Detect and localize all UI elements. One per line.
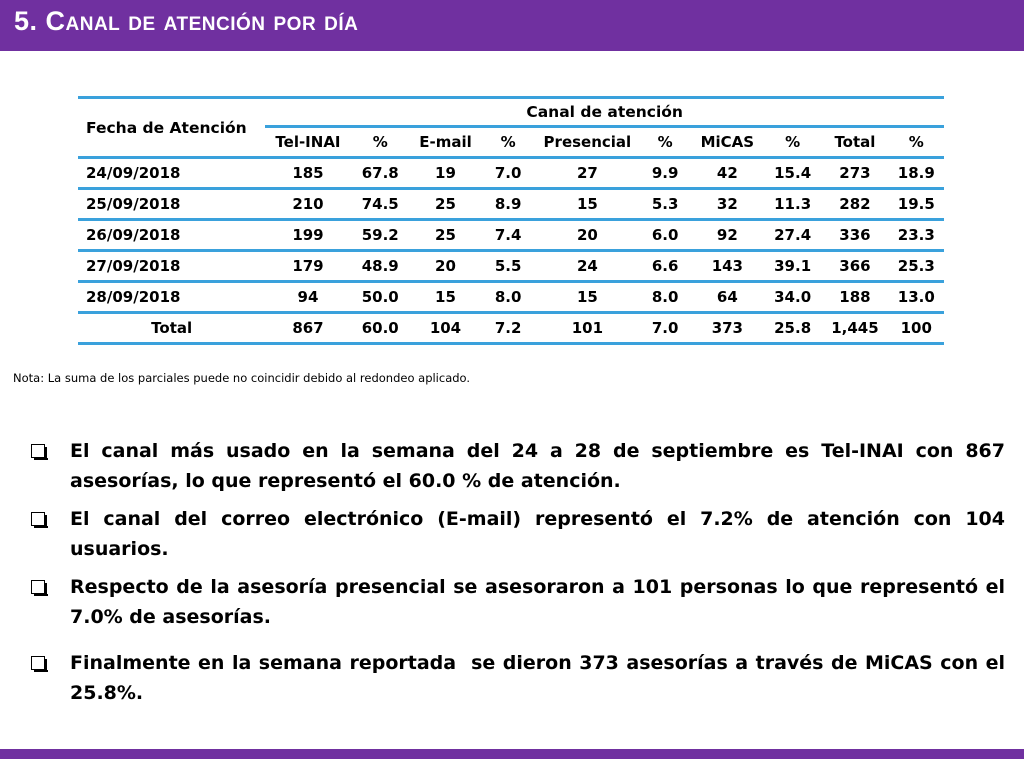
table-cell: 13.0 xyxy=(889,282,944,313)
footer-bar xyxy=(0,749,1024,759)
date-cell: 24/09/2018 xyxy=(78,158,265,189)
table-row xyxy=(78,158,944,189)
table-cell: 9.9 xyxy=(640,158,691,189)
checkbox-bullet-icon xyxy=(31,580,45,594)
table-cell: 50.0 xyxy=(351,282,410,313)
table-cell: 74.5 xyxy=(351,189,410,220)
column-header: % xyxy=(889,127,944,158)
table-cell: 59.2 xyxy=(351,220,410,251)
table-cell: 7.2 xyxy=(481,313,535,344)
table-cell: 92 xyxy=(691,220,764,251)
table-cell: 60.0 xyxy=(351,313,410,344)
table-cell: 15.4 xyxy=(764,158,821,189)
table-cell: 42 xyxy=(691,158,764,189)
summary-bullets xyxy=(30,436,1012,708)
table-row xyxy=(78,251,944,282)
table-cell: 7.0 xyxy=(640,313,691,344)
table-cell: 25 xyxy=(410,220,481,251)
date-cell: 27/09/2018 xyxy=(78,251,265,282)
table-cell: 101 xyxy=(535,313,639,344)
table-cell: 366 xyxy=(821,251,888,282)
bullet-text: Finalmente en la semana reportada se dieron 373 asesorías a través de MiCAS con el 25.8%. xyxy=(70,652,1012,704)
table-cell: 336 xyxy=(821,220,888,251)
channel-group-header: Canal de atención xyxy=(265,98,944,127)
table-cell: 282 xyxy=(821,189,888,220)
column-header: % xyxy=(640,127,691,158)
attention-channel-table xyxy=(78,96,944,345)
table-cell: 11.3 xyxy=(764,189,821,220)
table-cell: 39.1 xyxy=(764,251,821,282)
column-header: Presencial xyxy=(535,127,639,158)
bullet-item xyxy=(30,572,1005,632)
table-cell: 6.0 xyxy=(640,220,691,251)
table-row xyxy=(78,220,944,251)
table-cell: 7.4 xyxy=(481,220,535,251)
table-cell: 104 xyxy=(410,313,481,344)
table-cell: 25 xyxy=(410,189,481,220)
table-cell: 7.0 xyxy=(481,158,535,189)
table-cell: 19 xyxy=(410,158,481,189)
table-cell: 5.3 xyxy=(640,189,691,220)
table-cell: 27 xyxy=(535,158,639,189)
table-cell: 867 xyxy=(265,313,350,344)
table-cell: 15 xyxy=(410,282,481,313)
column-header: Tel-INAI xyxy=(265,127,350,158)
table-cell: 23.3 xyxy=(889,220,944,251)
table-cell: 188 xyxy=(821,282,888,313)
table-cell: 34.0 xyxy=(764,282,821,313)
table-row xyxy=(78,282,944,313)
bullet-text: El canal del correo electrónico (E-mail) representó el 7.2% de atención con 104 usuarios. xyxy=(70,508,1005,560)
table-cell: 20 xyxy=(535,220,639,251)
column-header: % xyxy=(481,127,535,158)
table-cell: 27.4 xyxy=(764,220,821,251)
table-cell: 273 xyxy=(821,158,888,189)
table-cell: 48.9 xyxy=(351,251,410,282)
table-cell: 15 xyxy=(535,282,639,313)
table-cell: 25.8 xyxy=(764,313,821,344)
column-header: MiCAS xyxy=(691,127,764,158)
title-bar xyxy=(0,0,1024,51)
table-cell: 94 xyxy=(265,282,350,313)
table-cell: 64 xyxy=(691,282,764,313)
column-header: E-mail xyxy=(410,127,481,158)
table-cell: 8.0 xyxy=(640,282,691,313)
table-cell: 67.8 xyxy=(351,158,410,189)
checkbox-bullet-icon xyxy=(31,444,45,458)
bullet-item xyxy=(30,504,1005,564)
table-cell: 1,445 xyxy=(821,313,888,344)
date-column-header: Fecha de Atención xyxy=(78,98,265,158)
table-cell: 32 xyxy=(691,189,764,220)
table-cell: 6.6 xyxy=(640,251,691,282)
date-cell: 28/09/2018 xyxy=(78,282,265,313)
table-cell: 100 xyxy=(889,313,944,344)
table-cell: 8.9 xyxy=(481,189,535,220)
bullet-text: Respecto de la asesoría presencial se asesoraron a 101 personas lo que representó el 7.0% de asesorías. xyxy=(70,576,1005,628)
table-total-row xyxy=(78,313,944,344)
table-cell: 185 xyxy=(265,158,350,189)
table-cell: 19.5 xyxy=(889,189,944,220)
bullet-item xyxy=(30,648,1012,708)
table-cell: 8.0 xyxy=(481,282,535,313)
table-cell: 15 xyxy=(535,189,639,220)
page-title: 5. Canal de atención por día xyxy=(14,6,359,36)
table-cell: 25.3 xyxy=(889,251,944,282)
rounding-note: Nota: La suma de los parciales puede no coincidir debido al redondeo aplicado. xyxy=(13,371,471,385)
table-cell: 20 xyxy=(410,251,481,282)
table-cell: 24 xyxy=(535,251,639,282)
column-header: Total xyxy=(821,127,888,158)
checkbox-bullet-icon xyxy=(31,512,45,526)
column-header: % xyxy=(764,127,821,158)
checkbox-bullet-icon xyxy=(31,656,45,670)
table-cell: 143 xyxy=(691,251,764,282)
table-cell: 210 xyxy=(265,189,350,220)
table-row xyxy=(78,189,944,220)
date-cell: 25/09/2018 xyxy=(78,189,265,220)
table-cell: 179 xyxy=(265,251,350,282)
total-label: Total xyxy=(78,313,265,344)
table-cell: 18.9 xyxy=(889,158,944,189)
bullet-text: El canal más usado en la semana del 24 a 28 de septiembre es Tel-INAI con 867 asesorías, lo que representó el 60.0 % de atención. xyxy=(70,440,1005,492)
table-cell: 199 xyxy=(265,220,350,251)
table-group-header-row xyxy=(78,98,944,127)
bullet-item xyxy=(30,436,1005,496)
table-cell: 373 xyxy=(691,313,764,344)
table-cell: 5.5 xyxy=(481,251,535,282)
column-header: % xyxy=(351,127,410,158)
date-cell: 26/09/2018 xyxy=(78,220,265,251)
